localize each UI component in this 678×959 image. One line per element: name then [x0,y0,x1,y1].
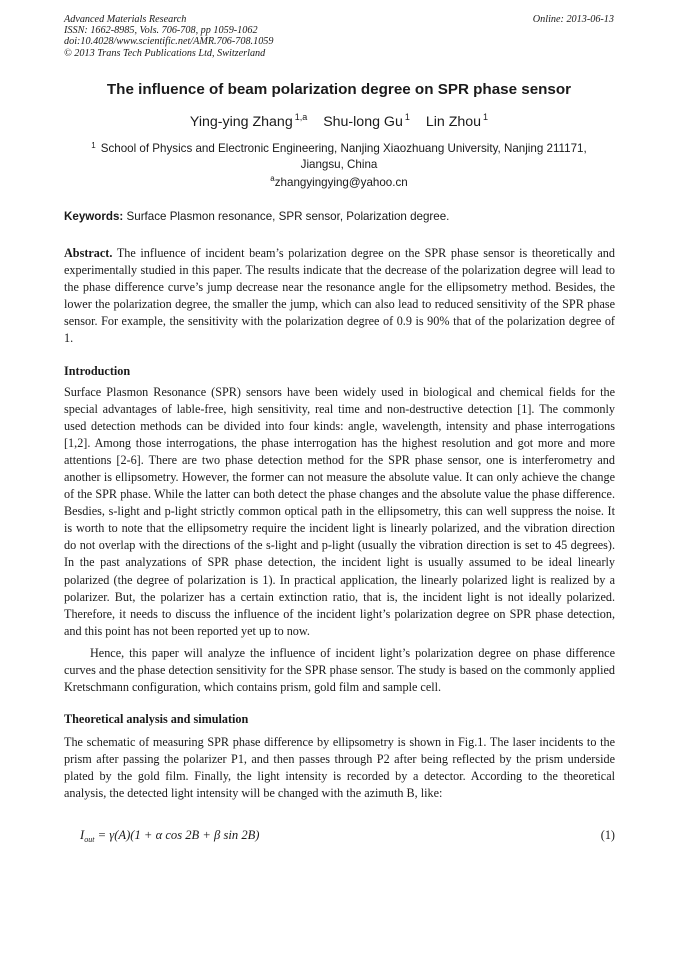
journal-name: Advanced Materials Research [64,14,187,25]
author-name: Shu-long Gu [323,114,403,130]
doi-line: doi:10.4028/www.scientific.net/AMR.706-708.1059 [64,36,274,48]
author-name: Lin Zhou [425,114,482,130]
copyright-line: © 2013 Trans Tech Publications Ltd, Switzerland [64,47,266,59]
keywords-text: Surface Plasmon resonance, SPR sensor, Polarization degree. [126,210,450,223]
equation-subscript: out [84,835,95,844]
affiliation-mark: 1 [91,141,96,150]
email-address[interactable]: zhangyingying@yahoo.cn [274,176,408,189]
author [190,114,307,130]
abstract [64,245,615,347]
author [323,114,410,130]
equation-lhs: I [80,828,85,842]
keywords [64,210,616,223]
online-date: Online: 2013-06-13 [532,14,614,25]
author-affiliation-mark: 1,a [294,112,308,122]
issn-line: ISSN: 1662-8985, Vols. 706-708, pp 1059-1062 [64,25,258,37]
abstract-label: Abstract. [64,246,113,260]
author-affiliation-mark: 1 [404,112,410,122]
citation-block [64,14,273,59]
introduction-paragraph: Surface Plasmon Resonance (SPR) sensors have been widely used in biological and chemical fields for the special advantages of lable-free, high sensitivity, real time and non-destructive detection [1]. The commonly used detection methods can be divided into four kinds: angle, wavelength, intensity and phase interrogations [1,2]. Among those interrogations, the phase interrogation has the highest resolution and got more and more attentions [2-6]. There are two phase detection method for the SPR phase sensor, one is interferometry and another is ellipsometry. However, the former can not measure the absolute value. It can only achieve the change of the SPR phase. While the latter can both detect the phase changes and the absolute value the phase difference. Besdies, s-light and p-light strictly common optical path in the ellipsometry, this can well suppress the noise. It is worth to note that the ellipsometry require the incident light is linearly polarized, and the vibration direction do not overlap with the directions of the s-light and p-light (usually the vibration direction is set to 45 degrees). In the past analyzations of SPR phase detection, the incident light is usually assumed to be ideal linearly polarized (the degree of polarization is 1). In practical application, the linearly polarized light is realized by a polarizer. But, the polarizer has a certain extinction ratio, that is, the incident light is not ideally polarized. Therefore, it needs to discuss the influence of the incident light’s polarization degree on SPR phase detection, and this point has not been reported yet up to now. [64,385,615,638]
author-name: Ying-ying Zhang [189,114,293,130]
email-mark: a [270,174,275,183]
abstract-text: The influence of incident beam’s polarization degree on the SPR phase sensor is theoretically and experimentally studied in this paper. The results indicate that the decrease of the polarization degree will lead to the phase difference curve’s jump decrease near the resonance angle for the ellipsometry method. Besides, the lower the polarization degree, the smaller the jump, which can also lead to reduced sensitivity of the SPR phase sensor. For example, the sensitivity with the polarization degree of 0.9 is 90% that of the polarization degree of 1. [64,246,615,346]
paper-title: The influence of beam polarization degree on SPR phase sensor [106,81,572,98]
author-list [0,112,678,130]
equation-number: (1) [600,828,615,842]
affiliation-text: School of Physics and Electronic Engineering, Nanjing Xiaozhuang University, Nanjing 211171, Jiangsu, China [100,142,587,171]
author-affiliation-mark: 1 [483,112,489,122]
equation-rhs: = γ(A)(1 + α cos 2B + β sin 2B) [97,828,260,842]
affiliation [72,138,606,172]
theory-paragraph: The schematic of measuring SPR phase difference by ellipsometry is shown in Fig.1. The laser incidents to the prism after passing the polarizer P1, and then passes through P2 after being reflected by the prism underside plated by the gold film. Finally, the light intensity is recorded by a detector. According to the theoretical analysis, the detected light intensity will be changed with the azimuth B, like: [64,735,615,801]
author [426,114,488,130]
section-heading-introduction: Introduction [64,364,131,378]
section-heading-theory: Theoretical analysis and simulation [64,712,249,726]
author-email [0,174,678,189]
keywords-label: Keywords: [64,210,124,223]
introduction-paragraph: Hence, this paper will analyze the influence of incident light’s polarization degree on phase difference curves and the phase detection sensitivity for the SPR phase sensor. The study is based on the commonly applied Kretschmann configuration, which contains prism, gold film and sample cell. [64,646,615,695]
equation [80,828,260,844]
